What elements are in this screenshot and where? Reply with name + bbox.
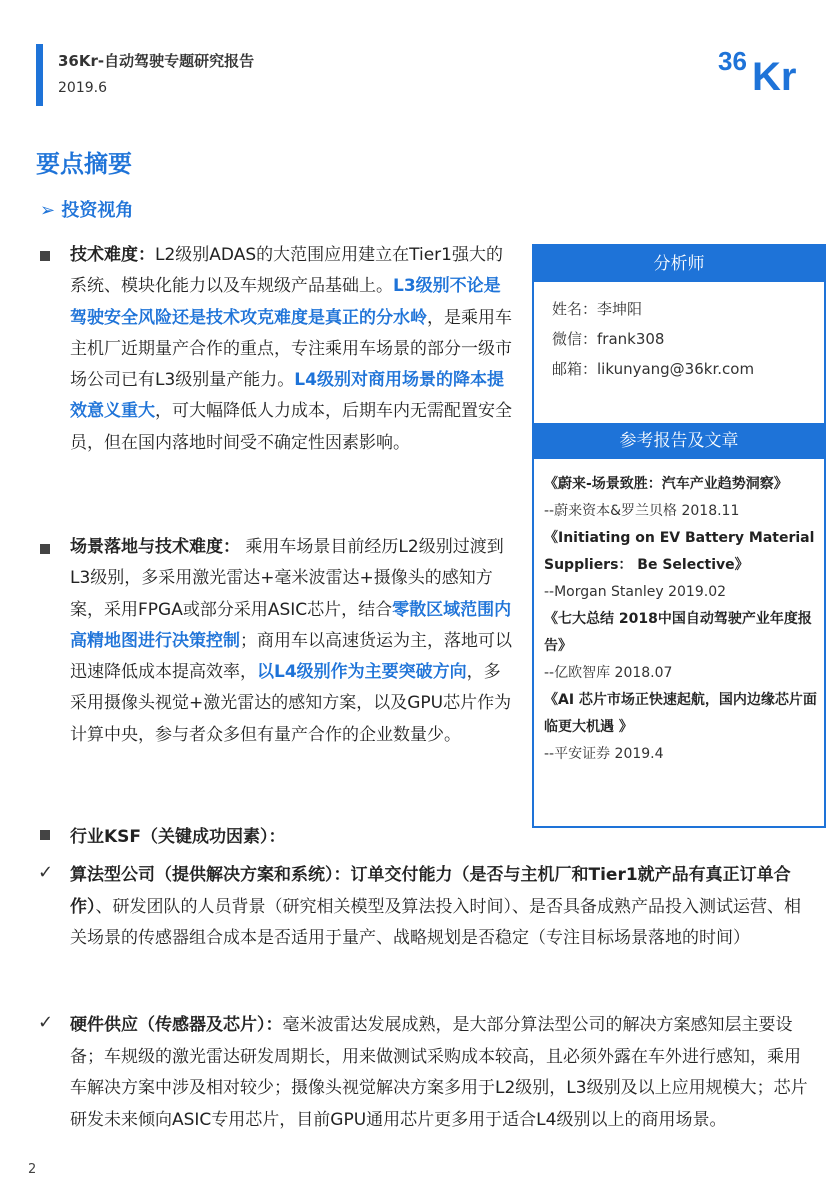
reference-item <box>544 687 824 768</box>
section-title: 要点摘要 <box>36 150 132 178</box>
bullet-square <box>40 544 50 554</box>
analyst-heading: 分析师 <box>534 246 824 282</box>
header-accent-bar <box>36 44 43 106</box>
analyst-name-row: 姓名：李坤阳 <box>552 300 643 318</box>
checkmark-icon: ✓ <box>38 1012 54 1033</box>
reference-title: 《Initiating on EV Battery Material Suppliers： Be Selective》 <box>544 530 815 573</box>
ksf-item-bold: 硬件供应（传感器及芯片）： <box>70 1015 283 1035</box>
bullet-square <box>40 830 50 840</box>
bullet-square <box>40 251 50 261</box>
paragraph-text: ，可大幅降低人力成本，后期车内无需配置安全员，但在国内落地时间受不确定性因素影响。 <box>70 401 512 453</box>
page-number: 2 <box>28 1162 37 1177</box>
ksf-item-hardware <box>70 1010 810 1136</box>
ksf-item-bold: 算法型公司（提供解决方案和系统）：订单交付能力（是否与主机厂和Tier1就产品有真正订单合作） <box>70 865 791 917</box>
report-date: 2019.6 <box>58 80 107 96</box>
reference-title: 《七大总结 2018中国自动驾驶产业年度报告》 <box>544 611 812 654</box>
analyst-info <box>534 282 824 384</box>
ksf-item-text: 、研发团队的人员背景（研究相关模型及算法投入时间）、是否具备成熟产品投入测试运营、相关场景的传感器组合成本是否适用于量产、战略规划是否稳定（专注目标场景落地的时间） <box>70 896 801 948</box>
paragraph-text: 乘用车场景目前经历L2级别过渡到L3级别，多采用激光雷达+毫米波雷达+摄像头的感知方案，采用FPGA或部分采用ASIC芯片，结合 <box>70 537 504 620</box>
paragraph-label: 场景落地与技术难度： <box>70 537 240 557</box>
36kr-logo <box>718 40 810 96</box>
paragraph-technical-difficulty <box>70 240 514 459</box>
reference-item <box>544 525 824 606</box>
info-sidebar <box>532 244 826 828</box>
analyst-name: 李坤阳 <box>597 300 643 318</box>
paragraph-scenario <box>70 532 514 751</box>
paragraph-text: ，是乘用车主机厂近期量产合作的重点，专注乘用车场景的部分一级市场公司已有L3级别量产能力。 <box>70 307 512 391</box>
analyst-email[interactable]: likunyang@36kr.com <box>597 360 755 378</box>
paragraph-text: ；商用车以高速货运为主，落地可以迅速降低成本提高效率， <box>70 630 512 683</box>
paragraph-text: ，多采用摄像头视觉+激光雷达的感知方案，以及GPU芯片作为计算中央，参与者众多但有量产合作的企业数量少。 <box>70 662 512 745</box>
reference-source: --平安证券 2019.4 <box>544 746 664 762</box>
highlight-text: L4级别对商用场景的降本提效意义重大 <box>70 370 504 422</box>
highlight-text: 以L4级别作为主要突破方向 <box>257 662 467 683</box>
analyst-email-row: 邮箱：likunyang@36kr.com <box>552 360 755 378</box>
svg-text:Kr: Kr <box>752 55 797 96</box>
highlight-text: L3级别不论是驾驶安全风险还是技术攻克难度是真正的分水岭 <box>70 276 501 328</box>
references-heading: 参考报告及文章 <box>534 423 824 459</box>
report-title: 36Kr-自动驾驶专题研究报告 <box>58 52 255 70</box>
checkmark-icon: ✓ <box>38 862 54 883</box>
reference-item <box>544 471 824 525</box>
ksf-item-algorithm <box>70 860 810 955</box>
reference-title: 《蔚来-场景致胜：汽车产业趋势洞察》 <box>544 476 788 492</box>
reference-source: --Morgan Stanley 2019.02 <box>544 584 727 600</box>
reference-title: 《AI 芯片市场正快速起航，国内边缘芯片面临更大机遇 》 <box>544 692 817 735</box>
sub-title: ➢ 投资视角 <box>40 200 134 221</box>
reference-item <box>544 606 824 687</box>
reference-source: --蔚来资本&罗兰贝格 2018.11 <box>544 503 740 519</box>
paragraph-label: 技术难度： <box>70 245 155 265</box>
analyst-wechat: frank308 <box>597 330 665 348</box>
reference-source: --亿欧智库 2018.07 <box>544 665 673 681</box>
ksf-title: 行业KSF（关键成功因素）： <box>70 827 286 847</box>
references-list <box>534 459 824 768</box>
highlight-text: 零散区域范围内高精地图进行决策控制 <box>70 599 512 651</box>
ksf-item-text: 毫米波雷达发展成熟，是大部分算法型公司的解决方案感知层主要设备；车规级的激光雷达研发周期长，用来做测试采购成本较高，且必须外露在车外进行感知，乘用车解决方案中涉及相对较少；摄像头视觉解决方案多用于L2级别，L3级别及以上应用规模大；芯片研发未来倾向ASIC专用芯片，目前GPU通用芯片更多用于适合L4级别以上的商用场景。 <box>70 1015 808 1130</box>
svg-text:36: 36 <box>718 46 747 76</box>
analyst-wechat-row: 微信：frank308 <box>552 330 665 348</box>
paragraph-text: L2级别ADAS的大范围应用建立在Tier1强大的系统、模块化能力以及车规级产品基础上。 <box>70 245 503 297</box>
